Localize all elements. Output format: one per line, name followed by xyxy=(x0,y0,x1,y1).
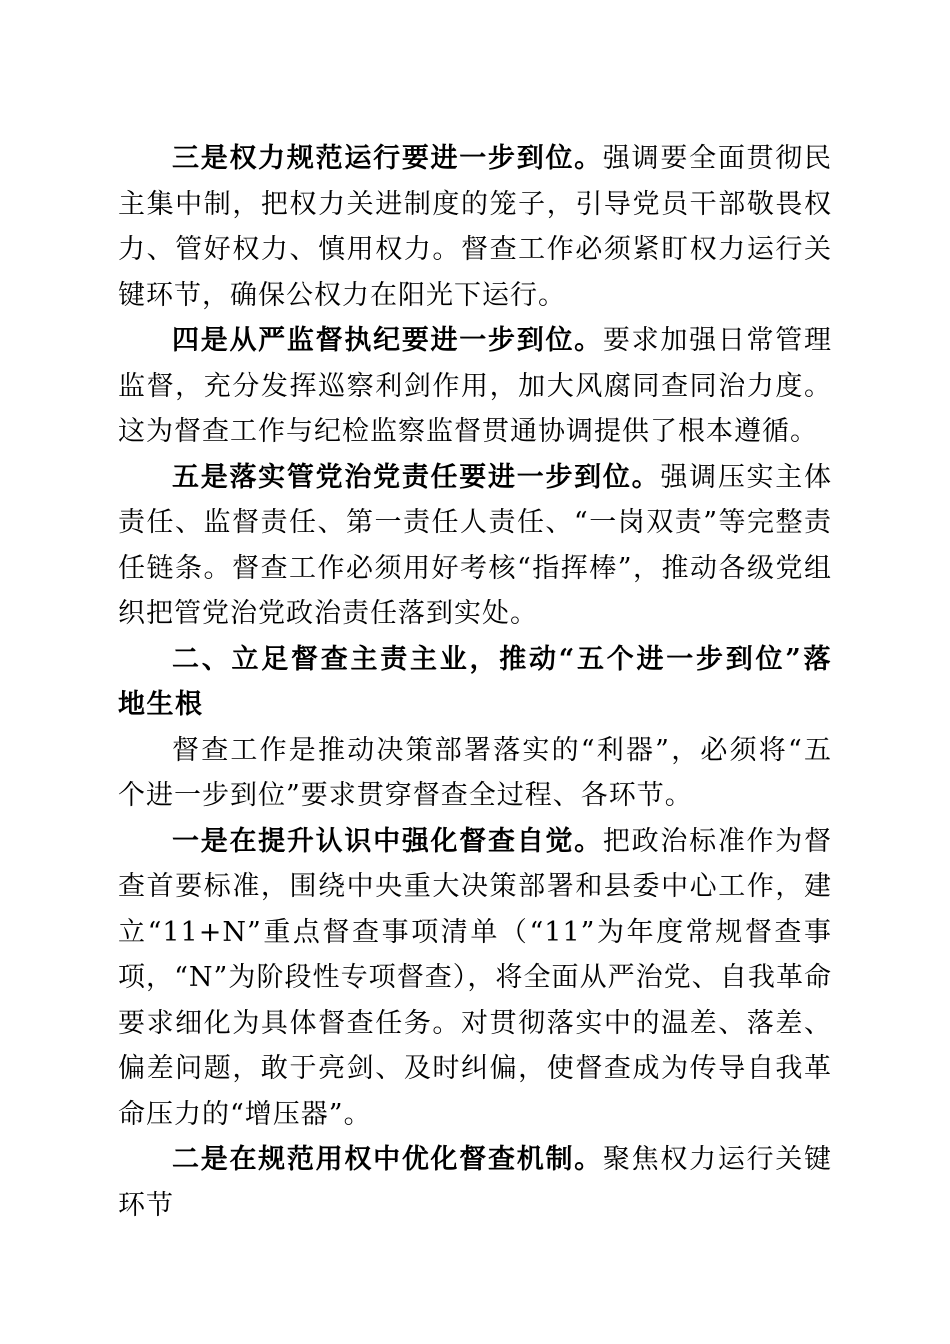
paragraph-body: 聚焦权力运行关键环节 xyxy=(118,1144,833,1221)
paragraph-body: 把政治标准作为督查首要标准，围绕中央重大决策部署和县委中心工作，建立“11+N”重点督查事项清单（“11”为年度常规督查事项，“N”为阶段性专项督查），将全面从严治党、自我革命要求细化为具体督查任务。对贯彻落实中的温差、落差、偏差问题，敢于亮剑、及时纠偏，使督查成为传导自我革命压力的“增压器”。 xyxy=(118,825,833,1130)
paragraph-lead: 二是在规范用权中优化督查机制。 xyxy=(172,1144,603,1175)
paragraph-lead: 一是在提升认识中强化督查自觉。 xyxy=(172,825,603,857)
paragraph-lead: 三是权力规范运行要进一步到位。 xyxy=(172,143,603,174)
paragraph-supervision-discipline xyxy=(118,318,832,455)
paragraph-lead: 四是从严监督执纪要进一步到位。 xyxy=(172,325,603,356)
paragraph-body: 要求加强日常管理监督，充分发挥巡察利剑作用，加大风腐同查同治力度。这为督查工作与纪检监察监督贯通协调提供了根本遵循。 xyxy=(118,325,833,447)
section-heading: 二、立足督查主责主业，推动“五个进一步到位”落地生根 xyxy=(118,643,832,720)
paragraph-awareness xyxy=(118,819,832,1138)
paragraph-party-responsibility xyxy=(118,455,832,637)
paragraph-body: 督查工作是推动决策部署落实的“利器”，必须将“五个进一步到位”要求贯穿督查全过程、各环节。 xyxy=(118,734,832,811)
paragraph-mechanism xyxy=(118,1137,832,1228)
paragraph-body: 强调压实主体责任、监督责任、第一责任人责任、“一岗双责”等完整责任链条。督查工作必须用好考核“指挥棒”，推动各级党组织把管党治党政治责任落到实处。 xyxy=(118,461,833,629)
paragraph-lead: 五是落实管党治党责任要进一步到位。 xyxy=(172,461,661,493)
paragraph-body: 强调要全面贯彻民主集中制，把权力关进制度的笼子，引导党员干部敬畏权力、管好权力、慎用权力。督查工作必须紧盯权力运行关键环节，确保公权力在阳光下运行。 xyxy=(118,143,833,311)
paragraph-power-regulation xyxy=(118,136,832,318)
paragraph-intro xyxy=(118,728,832,819)
